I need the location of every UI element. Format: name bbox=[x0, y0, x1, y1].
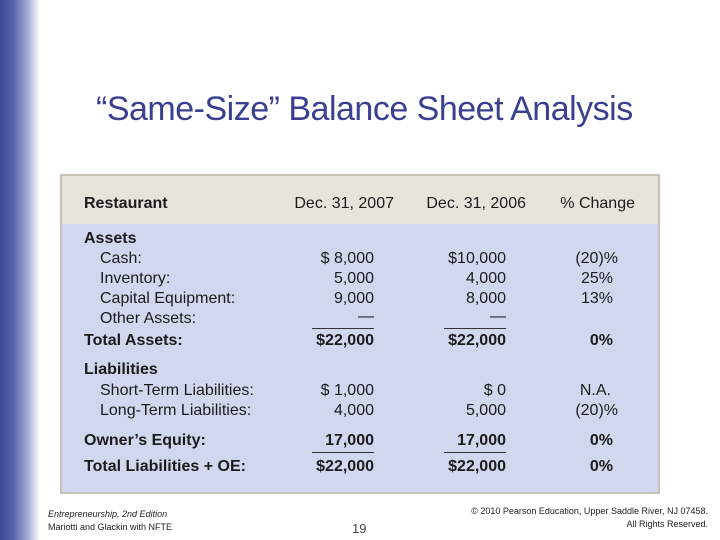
table-cell-change: (20)% bbox=[575, 402, 618, 419]
table-cell-change: (20)% bbox=[575, 250, 618, 267]
table-cell-2006: 8,000 bbox=[465, 290, 506, 307]
table-cell-2007: 4,000 bbox=[333, 402, 374, 419]
table-cell-change: 13% bbox=[580, 290, 613, 307]
total-assets-2007: $22,000 bbox=[316, 332, 374, 349]
table-row-label: Long-Term Liabilities: bbox=[100, 402, 252, 419]
total-liabilities-oe-change: 0% bbox=[589, 458, 613, 475]
table-row-label: Inventory: bbox=[100, 270, 171, 287]
table-cell-2007: — bbox=[358, 308, 374, 325]
table-row-label: Other Assets: bbox=[100, 310, 197, 327]
assets-heading: Assets bbox=[84, 230, 137, 247]
footer-rights: All Rights Reserved. bbox=[626, 519, 708, 529]
table-cell-change: 25% bbox=[580, 270, 613, 287]
total-liabilities-oe-2006: $22,000 bbox=[448, 458, 506, 475]
table-cell-2006: — bbox=[490, 308, 506, 325]
owners-equity-2006: 17,000 bbox=[457, 432, 506, 449]
column-header-2007: Dec. 31, 2007 bbox=[294, 195, 394, 212]
liabilities-heading: Liabilities bbox=[84, 361, 158, 378]
underline-rule bbox=[444, 328, 506, 329]
table-cell-2007: $ 8,000 bbox=[320, 250, 374, 267]
owners-equity-2007: 17,000 bbox=[325, 432, 374, 449]
table-row-label: Cash: bbox=[100, 250, 142, 267]
underline-rule bbox=[312, 452, 374, 453]
table-cell-2006: 5,000 bbox=[465, 402, 506, 419]
total-assets-label: Total Assets: bbox=[84, 332, 183, 349]
table-cell-2006: $10,000 bbox=[448, 250, 506, 267]
total-assets-2006: $22,000 bbox=[448, 332, 506, 349]
table-cell-2006: 4,000 bbox=[465, 270, 506, 287]
footer-copyright: © 2010 Pearson Education, Upper Saddle River, NJ 07458. bbox=[471, 506, 708, 516]
slide-title: “Same-Size” Balance Sheet Analysis bbox=[96, 90, 633, 128]
column-header-2006: Dec. 31, 2006 bbox=[426, 195, 526, 212]
footer-authors: Mariotti and Glackin with NFTE bbox=[48, 522, 173, 532]
page-number: 19 bbox=[352, 521, 367, 536]
underline-rule bbox=[444, 452, 506, 453]
table-cell-2007: 5,000 bbox=[333, 270, 374, 287]
column-header-restaurant: Restaurant bbox=[84, 195, 168, 212]
owners-equity-label: Owner’s Equity: bbox=[84, 432, 206, 449]
table-cell-change: N.A. bbox=[579, 382, 611, 399]
table-cell-2007: 9,000 bbox=[333, 290, 374, 307]
table-cell-2007: $ 1,000 bbox=[320, 382, 374, 399]
table-row-label: Capital Equipment: bbox=[100, 290, 236, 307]
total-liabilities-oe-label: Total Liabilities + OE: bbox=[84, 458, 246, 475]
decorative-side-band bbox=[0, 0, 40, 540]
total-assets-change: 0% bbox=[589, 332, 613, 349]
underline-rule bbox=[312, 328, 374, 329]
column-header-change: % Change bbox=[560, 195, 635, 212]
footer-book-title: Entrepreneurship, 2nd Edition bbox=[48, 509, 168, 519]
table-cell-2006: $ 0 bbox=[483, 382, 506, 399]
table-row-label: Short-Term Liabilities: bbox=[100, 382, 254, 399]
owners-equity-change: 0% bbox=[589, 432, 613, 449]
total-liabilities-oe-2007: $22,000 bbox=[316, 458, 374, 475]
